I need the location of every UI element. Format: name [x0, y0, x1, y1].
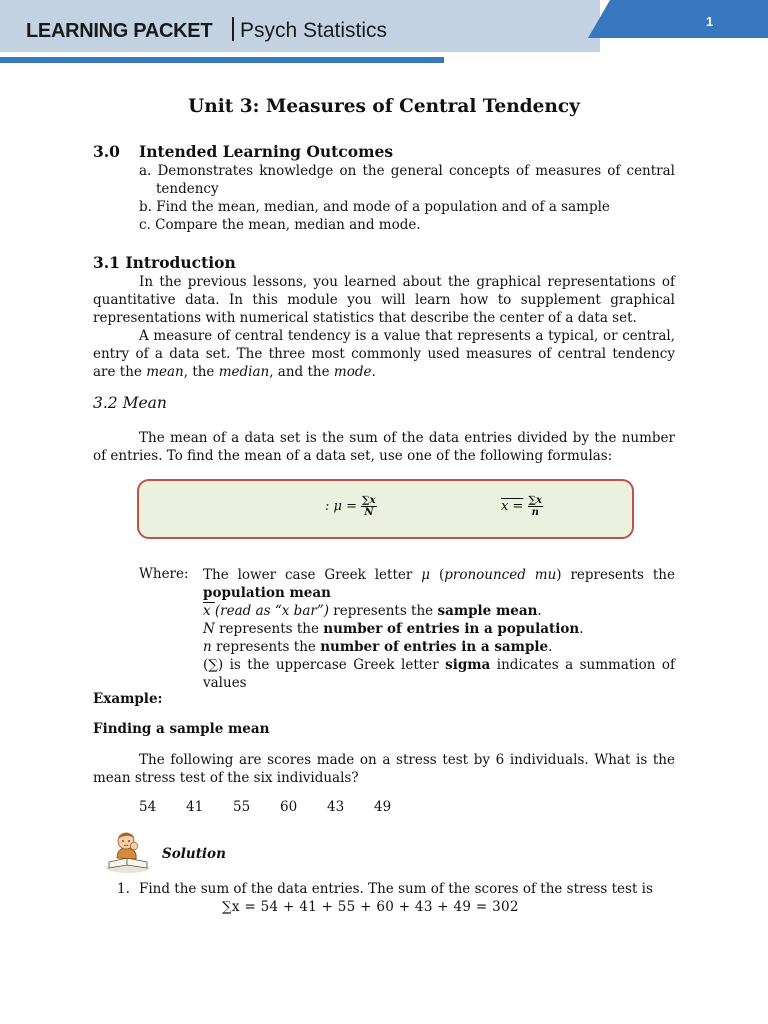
example-subheading: Finding a sample mean	[93, 721, 270, 737]
mean-heading: 3.2 Mean	[93, 394, 167, 412]
def-term: number of entries in a population	[323, 621, 580, 637]
score-value: 54	[139, 799, 157, 815]
def-text: .	[537, 603, 542, 619]
def-term: sigma	[445, 657, 491, 673]
score-list	[139, 799, 421, 815]
symbol-n: n	[203, 639, 212, 655]
header-course-label: Psych Statistics	[240, 19, 388, 42]
step-number: 1.	[117, 881, 130, 897]
def-pronunciation: pronounced mu	[444, 567, 557, 583]
formula-pop-prefix: : μ =	[325, 499, 357, 514]
page-header	[0, 0, 768, 66]
sample-mean-formula	[501, 495, 543, 518]
outcome-item: a. Demonstrates knowledge on the general concepts of measures of central tendency	[139, 163, 675, 197]
definition-sample-size	[203, 638, 675, 656]
definition-sample-mean	[203, 602, 675, 620]
def-text: represents the	[328, 603, 438, 619]
def-term: population mean	[203, 585, 331, 601]
symbol-xbar: x	[203, 603, 215, 619]
intro-p2-end: .	[371, 364, 376, 380]
formula-box	[137, 479, 634, 539]
outcomes-list	[139, 162, 675, 234]
page-title: Unit 3: Measures of Central Tendency	[188, 96, 580, 117]
definition-sigma	[203, 656, 675, 692]
def-pronunciation: (read as “x bar”)	[214, 603, 329, 619]
intro-paragraph-1: In the previous lessons, you learned about the graphical representations of quantitative data. In this module you will learn how to supplement graphical representations with numerical statistics that describe the center of a data set.	[93, 274, 675, 326]
term-mode: mode	[333, 364, 372, 380]
where-label: Where:	[139, 566, 189, 582]
symbol-N: N	[203, 621, 215, 637]
intro-p2-sep: , the	[183, 364, 219, 380]
score-value: 60	[280, 799, 298, 815]
population-mean-formula	[325, 495, 377, 518]
sum-expression: ∑x = 54 + 41 + 55 + 60 + 43 + 49 = 302	[222, 899, 519, 915]
header-rule	[0, 57, 444, 63]
example-label: Example:	[93, 691, 163, 707]
def-text: represents the	[211, 639, 321, 655]
intro-heading: 3.1 Introduction	[93, 253, 236, 272]
mean-paragraph: The mean of a data set is the sum of the data entries divided by the number of entries. To find the mean of a data set, use one of the following formulas:	[93, 430, 675, 464]
def-term: sample mean	[437, 603, 538, 619]
score-value: 55	[233, 799, 251, 815]
def-text: (∑) is the uppercase Greek letter	[203, 657, 446, 673]
score-value: 43	[327, 799, 345, 815]
outcomes-number: 3.0	[93, 142, 120, 161]
header-page-tab	[588, 0, 768, 38]
def-text: (	[430, 567, 445, 583]
page-number: 1	[706, 14, 714, 29]
header-separator	[232, 17, 234, 41]
intro-p2-text: A measure of central tendency is a value that represents a typical, or central, entry of a data set. The three most commonly used measures of central tendency are the	[93, 328, 675, 380]
definition-population-size	[203, 620, 675, 638]
def-text: .	[579, 621, 584, 637]
fraction-denominator: n	[531, 507, 539, 518]
fraction-numerator: ∑x	[362, 495, 376, 506]
where-definitions	[203, 566, 675, 692]
step-text: Find the sum of the data entries. The sum of the scores of the stress test is	[139, 881, 653, 897]
score-value: 41	[186, 799, 204, 815]
fraction-denominator: N	[364, 507, 374, 518]
outcome-item: b. Find the mean, median, and mode of a population and of a sample	[139, 199, 610, 215]
header-course	[232, 17, 387, 43]
fraction-numerator: ∑x	[528, 495, 542, 506]
symbol-mu: μ	[421, 567, 431, 583]
intro-p2-sep: , and the	[269, 364, 334, 380]
def-term: number of entries in a sample	[320, 639, 549, 655]
def-text: .	[548, 639, 553, 655]
solution-label: Solution	[162, 846, 226, 862]
student-reading-icon	[103, 828, 153, 874]
formula-pop-fraction	[361, 495, 377, 518]
score-value: 49	[374, 799, 392, 815]
def-text: The lower case Greek letter	[203, 567, 422, 583]
example-problem: The following are scores made on a stress test by 6 individuals. What is the mean stress test of the six individuals?	[93, 752, 675, 786]
definition-population-mean	[203, 566, 675, 602]
term-mean: mean	[146, 364, 184, 380]
header-brand: LEARNING PACKET	[26, 20, 213, 42]
solution-step-1	[117, 881, 653, 897]
def-text: indicates a summation of values	[203, 657, 675, 691]
intro-paragraph-2	[93, 327, 675, 381]
outcomes-heading: Intended Learning Outcomes	[139, 142, 394, 161]
outcome-item: c. Compare the mean, median and mode.	[139, 217, 421, 233]
intro-body	[93, 273, 675, 381]
term-median: median	[218, 364, 270, 380]
def-text: represents the	[214, 621, 324, 637]
formula-sample-prefix: x =	[501, 499, 524, 514]
def-text: ) represents the	[556, 567, 675, 583]
formula-sample-fraction	[528, 495, 544, 518]
